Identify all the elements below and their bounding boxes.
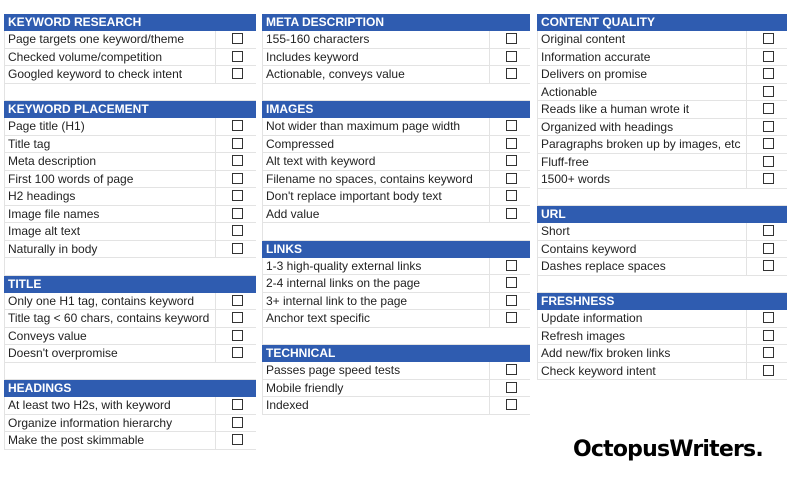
checklist-row [537,258,787,276]
checkbox[interactable] [232,434,243,445]
section-keyword-research [4,14,256,101]
checklist-row [262,118,530,136]
checklist-row [537,241,787,259]
section-header: HEADINGS [4,380,256,397]
item-label: H2 headings [8,189,76,203]
checklist-row [4,293,256,311]
checkbox[interactable] [506,295,517,306]
item-label: First 100 words of page [8,171,134,186]
checkbox[interactable] [763,347,774,358]
section-keyword-placement [4,101,256,276]
item-label: Update information [541,311,643,325]
item-label: Paragraphs broken up by images, etc [541,137,741,151]
item-label: 3+ internal link to the page [266,293,408,308]
checkbox[interactable] [763,260,774,271]
checkbox[interactable] [232,225,243,236]
section-header: META DESCRIPTION [262,14,530,31]
item-label: Googled keyword to check intent [8,67,183,81]
item-label: Conveys value [8,328,87,343]
checklist-row [537,154,787,172]
brand-logo: OctopusWriters. [570,437,766,462]
checklist-row [4,241,256,259]
checklist-column-3 [537,14,787,380]
item-label: Check keyword intent [541,363,656,378]
checkbox[interactable] [232,120,243,131]
item-label: Actionable, conveys value [266,67,405,81]
section-url [537,206,787,293]
blank-row [537,276,787,294]
checklist-row [262,153,530,171]
checkbox[interactable] [506,190,517,201]
checkbox[interactable] [763,103,774,114]
item-label: Only one H1 tag, contains keyword [8,293,195,308]
checkbox[interactable] [763,33,774,44]
checkbox[interactable] [232,33,243,44]
item-label: Compressed [266,136,335,151]
checklist-row [262,362,530,380]
item-label: Page targets one keyword/theme [8,32,185,46]
section-header: CONTENT QUALITY [537,14,787,31]
checkbox[interactable] [232,295,243,306]
item-label: Passes page speed tests [266,363,401,377]
checklist-row [537,66,787,84]
item-label: Mobile friendly [266,380,344,395]
checkbox[interactable] [232,51,243,62]
blank-row [262,328,530,346]
section-header: FRESHNESS [537,293,787,310]
checklist-row [4,136,256,154]
checklist-row [537,171,787,189]
blank-row [4,84,256,102]
checkbox[interactable] [763,365,774,376]
item-label: Information accurate [541,49,651,64]
item-label: Add new/fix broken links [541,346,671,360]
checkbox[interactable] [232,68,243,79]
section-header: TITLE [4,276,256,293]
checklist-row [4,188,256,206]
checkbox[interactable] [506,277,517,288]
checklist-row [537,31,787,49]
checklist-row [4,118,256,136]
item-label: Make the post skimmable [8,433,145,447]
item-label: Image file names [8,206,100,221]
item-label: Anchor text specific [266,311,371,325]
checkbox[interactable] [232,417,243,428]
checklist-row [537,101,787,119]
checkbox[interactable] [763,51,774,62]
section-header: KEYWORD RESEARCH [4,14,256,31]
checklist-row [262,310,530,328]
checkbox[interactable] [506,399,517,410]
item-label: Page title (H1) [8,119,85,133]
checkbox[interactable] [506,208,517,219]
checklist-row [4,432,256,450]
checkbox[interactable] [763,156,774,167]
checkbox[interactable] [506,68,517,79]
item-label: Checked volume/competition [8,49,163,64]
item-label: Title tag [8,136,51,151]
checkbox[interactable] [232,399,243,410]
item-label: Don't replace important body text [266,189,442,203]
checkbox[interactable] [763,138,774,149]
item-label: Actionable [541,84,598,99]
checklist-row [262,188,530,206]
item-label: Fluff-free [541,154,589,169]
checkbox[interactable] [232,190,243,201]
checklist-row [537,328,787,346]
checklist-row [537,223,787,241]
item-label: Title tag < 60 chars, contains keyword [8,311,210,325]
item-label: Organized with headings [541,119,674,134]
checkbox[interactable] [232,208,243,219]
checkbox[interactable] [506,260,517,271]
checklist-row [537,310,787,328]
checkbox[interactable] [506,155,517,166]
item-label: 1-3 high-quality external links [266,258,422,273]
checkbox[interactable] [506,138,517,149]
blank-row [4,258,256,276]
checkbox[interactable] [506,33,517,44]
checklist-row [262,206,530,224]
item-label: Short [541,224,570,238]
item-label: Delivers on promise [541,67,648,81]
checklist-row [537,136,787,154]
checkbox[interactable] [506,51,517,62]
checklist-row [4,328,256,346]
section-header: LINKS [262,241,530,258]
section-header: IMAGES [262,101,530,118]
checkbox[interactable] [232,243,243,254]
checkbox[interactable] [763,173,774,184]
checkbox[interactable] [232,347,243,358]
section-header: KEYWORD PLACEMENT [4,101,256,118]
checklist-column-1 [4,14,256,450]
item-label: Indexed [266,398,309,412]
checklist-row [262,397,530,415]
item-label: At least two H2s, with keyword [8,398,171,412]
section-links [262,241,530,346]
blank-row [537,189,787,207]
item-label: Dashes replace spaces [541,259,666,273]
item-label: Naturally in body [8,241,98,256]
blank-row [262,223,530,241]
checkbox[interactable] [506,364,517,375]
item-label: Original content [541,32,626,46]
checklist-row [4,310,256,328]
item-label: Filename no spaces, contains keyword [266,171,473,186]
section-header: URL [537,206,787,223]
checklist-row [4,49,256,67]
item-label: Alt text with keyword [266,154,376,168]
item-label: Image alt text [8,224,81,238]
checklist-row [262,258,530,276]
checklist-row [262,380,530,398]
checklist-row [537,84,787,102]
checklist-row [262,136,530,154]
checklist-row [4,66,256,84]
section-headings [4,380,256,450]
checklist-row [262,171,530,189]
checkbox[interactable] [763,330,774,341]
item-label: Reads like a human wrote it [541,102,690,116]
blank-row [4,363,256,381]
checklist-row [537,363,787,381]
checkbox[interactable] [763,225,774,236]
checkbox[interactable] [763,86,774,97]
section-header: TECHNICAL [262,345,530,362]
item-label: Doesn't overpromise [8,346,118,360]
item-label: 1500+ words [541,172,611,186]
item-label: Organize information hierarchy [8,415,173,430]
checkbox[interactable] [763,312,774,323]
checkbox[interactable] [763,121,774,132]
checklist-row [4,171,256,189]
section-freshness [537,293,787,380]
checklist-row [262,66,530,84]
section-content-quality [537,14,787,206]
item-label: Refresh images [541,328,626,343]
checklist-row [4,153,256,171]
checkbox[interactable] [232,330,243,341]
checklist-row [537,345,787,363]
item-label: Add value [266,206,320,221]
checkbox[interactable] [506,120,517,131]
checklist-row [537,119,787,137]
section-images [262,101,530,241]
checkbox[interactable] [763,243,774,254]
item-label: Contains keyword [541,241,637,256]
item-label: 2-4 internal links on the page [266,276,421,290]
checkbox[interactable] [232,312,243,323]
section-technical [262,345,530,415]
checklist-row [4,223,256,241]
checklist-row [4,206,256,224]
checklist-row [4,31,256,49]
checkbox[interactable] [506,312,517,323]
item-label: 155-160 characters [266,32,370,46]
item-label: Meta description [8,154,97,168]
checklist-row [262,49,530,67]
checklist-row [262,275,530,293]
checkbox[interactable] [763,68,774,79]
checklist-row [4,415,256,433]
blank-row [262,84,530,102]
item-label: Not wider than maximum page width [266,119,461,133]
checkbox[interactable] [232,155,243,166]
checklist-column-2 [262,14,530,415]
checklist-row [4,397,256,415]
checklist-row [262,31,530,49]
checkbox[interactable] [232,138,243,149]
item-label: Includes keyword [266,49,359,64]
section-title [4,276,256,381]
checklist-row [537,49,787,67]
checklist-row [4,345,256,363]
section-meta-description [262,14,530,101]
checkbox[interactable] [506,382,517,393]
checkbox[interactable] [506,173,517,184]
checklist-row [262,293,530,311]
checkbox[interactable] [232,173,243,184]
